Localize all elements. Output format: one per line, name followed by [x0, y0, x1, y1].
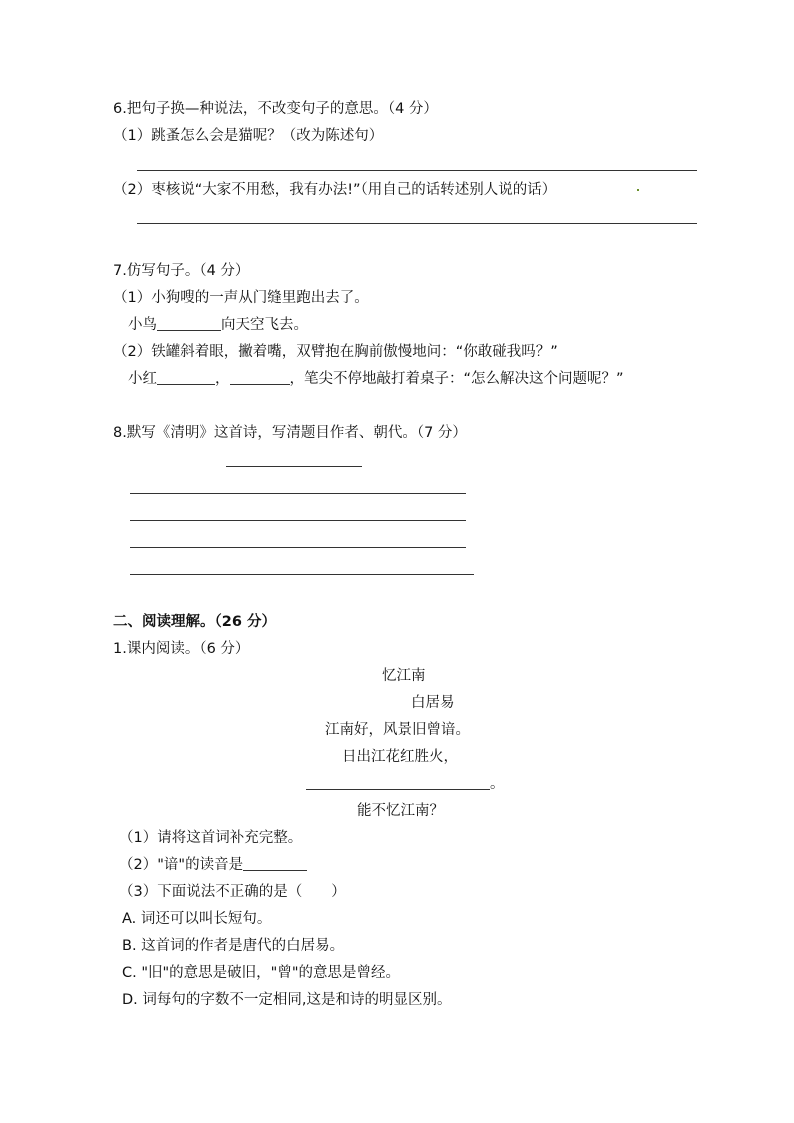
q7-item1-suffix: 向天空飞去。: [221, 317, 308, 333]
q8-line-2[interactable]: [130, 520, 466, 521]
q7-item1-blank[interactable]: [157, 316, 221, 331]
q8-line-1[interactable]: [130, 493, 466, 494]
section2-heading: 二、阅读理解。（26 分）: [113, 614, 276, 630]
poem-title: 忆江南: [382, 668, 426, 684]
poem-author: 白居易: [411, 695, 455, 711]
sub-question-2-blank[interactable]: [243, 856, 307, 871]
q7-item2-suffix: ，笔尖不停地敲打着桌子：“怎么解决这个问题呢？”: [289, 371, 624, 387]
poem-line-3: [306, 774, 505, 794]
q7-item1-prefix: 小鸟: [128, 317, 157, 333]
q7-item2: （2）铁罐斜着眼，撇着嘴，双臂抱在胸前傲慢地问：“你敢碰我吗？”: [113, 344, 558, 360]
q7-item2-comma: ，: [215, 371, 230, 387]
sub-question-1: （1）请将这首词补充完整。: [119, 830, 303, 846]
q7-item2-prefix: 小红: [128, 371, 157, 387]
option-a[interactable]: A. 词还可以叫长短句。: [122, 911, 272, 927]
q7-item2-blank-2[interactable]: [230, 370, 290, 385]
q6-answer-line-1[interactable]: [137, 170, 697, 171]
poem-line-4: 能不忆江南？: [357, 803, 444, 819]
q8-line-3[interactable]: [130, 547, 466, 548]
q6-title: 6.把句子换—种说法，不改变句子的意思。（4 分）: [113, 101, 438, 117]
q8-line-4[interactable]: [130, 574, 474, 575]
q6-answer-line-2[interactable]: [137, 223, 697, 224]
q7-item2-blank-1[interactable]: [157, 370, 215, 385]
q6-item2: （2）枣核说“大家不用愁，我有办法!”（用自己的话转述别人说的话）: [113, 182, 557, 198]
section2-q1-title: 1.课内阅读。（6 分）: [113, 641, 250, 657]
sub-question-2-text: （2）"谙"的读音是: [119, 857, 244, 873]
q7-item2-imitation: [128, 369, 624, 389]
sub-question-2: [119, 855, 307, 875]
option-c[interactable]: C. "旧"的意思是破旧，"曾"的意思是曾经。: [122, 965, 401, 981]
option-b[interactable]: B. 这首词的作者是唐代的白居易。: [122, 938, 345, 954]
poem-line-1: 江南好，风景旧曾谙。: [325, 722, 470, 738]
q6-item1: （1）跳蚤怎么会是猫呢？（改为陈述句）: [113, 128, 384, 144]
sub-question-3: （3）下面说法不正确的是（ ）: [119, 884, 346, 900]
poem-line-3-blank[interactable]: [306, 775, 490, 790]
q7-item1: （1）小狗嗖的一声从门缝里跑出去了。: [113, 290, 369, 306]
poem-line-3-end: 。: [490, 776, 505, 792]
option-d[interactable]: D. 词每句的字数不一定相同,这是和诗的明显区别。: [122, 992, 452, 1008]
q8-poem-title-line[interactable]: [226, 466, 362, 467]
q7-item1-imitation: [128, 315, 308, 335]
q8-title: 8.默写《清明》这首诗，写清题目作者、朝代。（7 分）: [113, 425, 467, 441]
q7-title: 7.仿写句子。（4 分）: [113, 263, 250, 279]
stray-dot: [637, 189, 639, 191]
poem-line-2: 日出江花红胜火，: [342, 749, 458, 765]
